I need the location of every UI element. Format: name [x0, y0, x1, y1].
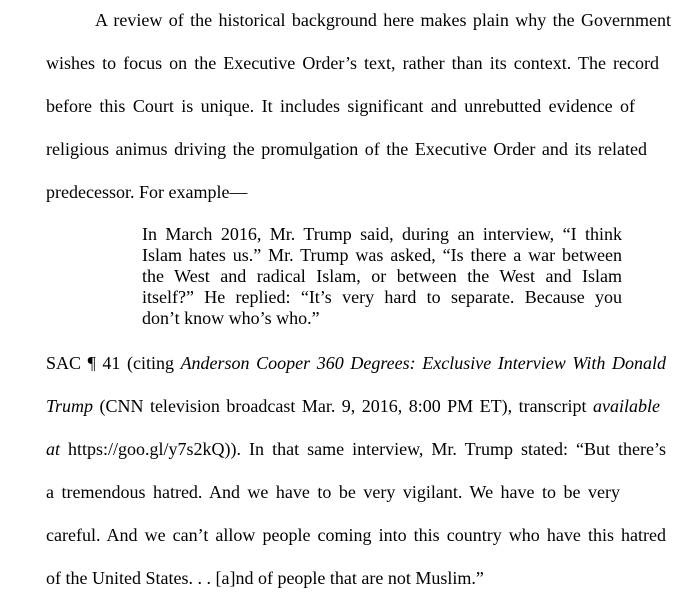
- block-quote-line-3: the West and radical Islam, or between the West and Islam: [142, 266, 622, 286]
- block-quote-line-1: In March 2016, Mr. Trump said, during an interview, “I think: [142, 224, 622, 244]
- paragraph-2-line-6: of the United States. . . [a]nd of people that are not Muslim.”: [46, 568, 484, 588]
- citation-signal: available: [593, 396, 660, 416]
- paragraph-2-line-4: a tremendous hatred. And we have to be very vigilant. We have to be very: [46, 482, 620, 502]
- citation-title: Anderson Cooper 360 Degrees: Exclusive Interview With Donald: [180, 353, 666, 373]
- citation-text: SAC ¶ 41 (citing: [46, 353, 181, 373]
- paragraph-1-line-1: A review of the historical background here makes plain why the Government: [95, 10, 671, 30]
- block-quote-line-2: Islam hates us.” Mr. Trump was asked, “Is there a war between: [142, 245, 622, 265]
- paragraph-1-line-5: predecessor. For example—: [46, 182, 248, 202]
- citation-text: (CNN television broadcast Mar. 9, 2016, 8:00 PM ET), transcript: [93, 396, 594, 416]
- block-quote-line-5: don’t know who’s who.”: [142, 308, 320, 328]
- paragraph-1-line-2: wishes to focus on the Executive Order’s text, rather than its context. The record: [46, 53, 659, 73]
- citation-title-end: Trump: [46, 396, 94, 416]
- paragraph-1-line-4: religious animus driving the promulgation of the Executive Order and its related: [46, 139, 647, 159]
- paragraph-1-line-3: before this Court is unique. It includes significant and unrebutted evidence of: [46, 96, 635, 116]
- block-quote-line-4: itself?” He replied: “It’s very hard to separate. Because you: [142, 287, 622, 307]
- paragraph-2-line-3: [46, 438, 666, 460]
- citation-text: https://goo.gl/y7s2kQ)). In that same interview, Mr. Trump stated: “But there’s: [60, 439, 666, 459]
- paragraph-2-line-5: careful. And we can’t allow people coming into this country who have this hatred: [46, 525, 666, 545]
- paragraph-2-line-2: [46, 395, 660, 417]
- paragraph-2-line-1: [46, 352, 666, 374]
- citation-signal-end: at: [46, 439, 61, 459]
